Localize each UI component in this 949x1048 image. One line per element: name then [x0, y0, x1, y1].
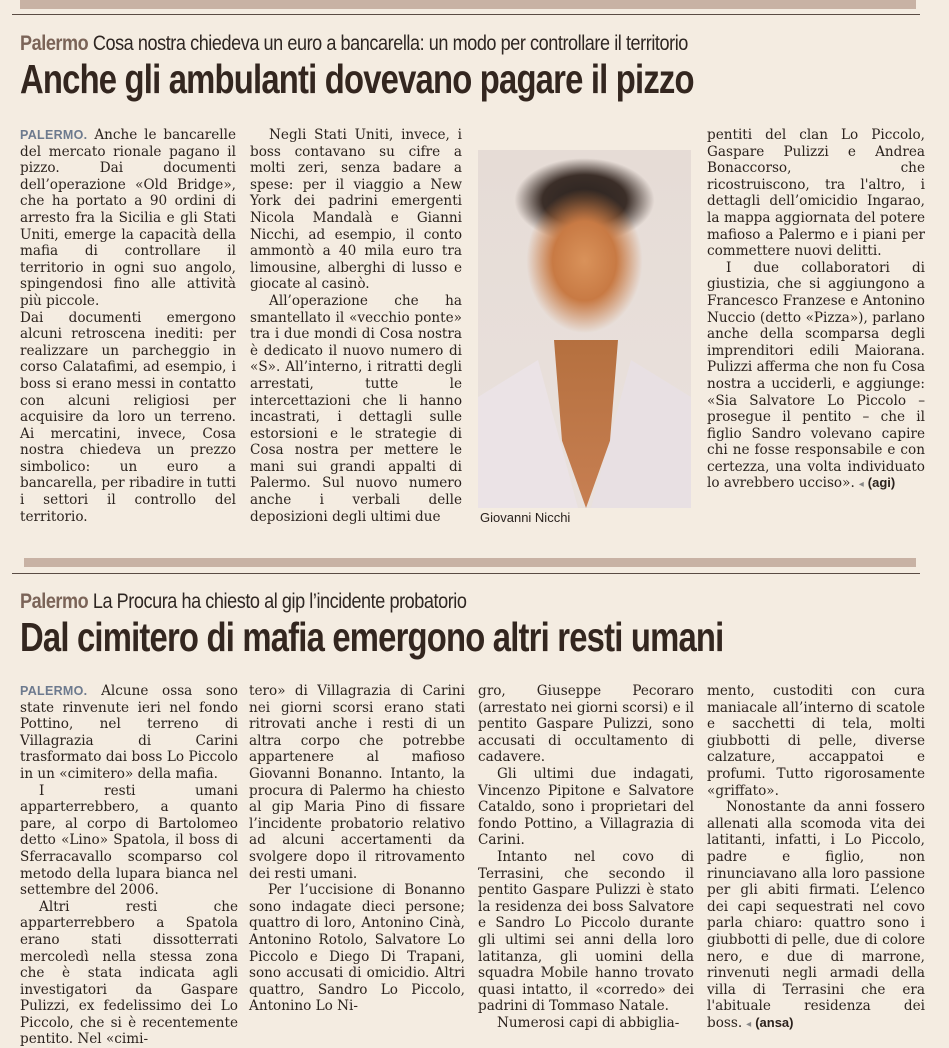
body-column-3 [478, 683, 694, 1031]
body-column-2 [250, 127, 462, 525]
kicker-location: Palermo [20, 32, 89, 55]
paragraph: Altri resti che apparterrebbero a Spatola erano stati dissotterrati mercoledì nella stessa zona che è stata indicata agli investigatori da Gaspare Pulizzi, ex fedelissimo dei Lo Piccolo, che si è recentemente pentito. Nel «cimi- [20, 898, 238, 1048]
news-source: (agi) [867, 475, 896, 491]
photo-caption: Giovanni Nicchi [480, 510, 571, 525]
article-headline: Dal cimitero di mafia emergono altri resti umani [20, 614, 724, 660]
end-triangle-icon: ◂ [746, 1018, 752, 1030]
kicker-text: La Procura ha chiesto al gip l’incidente probatorio [92, 590, 467, 613]
dateline: PALERMO. [20, 684, 88, 698]
paragraph: mento, custoditi con cura maniacale all’interno di scatole e sacchetti di tela, molti giubbotti di pelle, diverse calzature, accappatoi e profumi. Tutto rigorosamente «griffato». [707, 683, 925, 799]
news-source: (ansa) [755, 1014, 794, 1030]
paragraph: All’operazione che ha smantellato il «vecchio ponte» tra i due mondi di Cosa nostra è dedicato il nuovo numero di «S». All’interno, i ritratti degli arrestati, tutte le intercettazioni che li hanno incastrati, i dettagli sulle estorsioni e le strategie di Cosa nostra per mettere le mani sui grandi appalti di Palermo. Sul nuovo numero anche i verbali delle deposizioni degli ultimi due [250, 292, 462, 525]
article-headline: Anche gli ambulanti dovevano pagare il pizzo [20, 56, 694, 102]
top-rule [12, 14, 920, 15]
article-kicker [20, 590, 794, 614]
section-divider-band [24, 558, 916, 567]
kicker-text: Cosa nostra chiedeva un euro a bancarella: un modo per controllare il territorio [92, 32, 688, 55]
body-column-1 [20, 683, 238, 1048]
article-cimitero [20, 590, 920, 660]
paragraph: I due collaboratori di giustizia, che si aggiungono a Francesco Franzese e Antonino Nuccio (detto «Pizza»), parlano anche della scomparsa degli imprenditori edili Maiorana. Pulizzi afferma che non fu Cosa nostra a ucciderli, e aggiunge: «Sia Salvatore Lo Piccolo – prosegue il pentito – che il figlio Sandro volevano capire chi ne fosse responsabile e con certezza, una volta individuato lo avrebbero ucciso». [707, 259, 925, 492]
article-pizzo [20, 32, 920, 102]
paragraph: gro, Giuseppe Pecoraro (arrestato nei giorni scorsi) e il pentito Gaspare Pulizzi, sono accusati di occultamento di cadavere. [478, 683, 694, 766]
paragraph: Intanto nel covo di Terrasini, che secondo il pentito Gaspare Pulizzi è stato la residenza dei boss Salvatore e Sandro Lo Piccolo durante gli ultimi sei anni della loro latitanza, gli uomini della squadra Mobile hanno trovato quasi intatto, il «corredo» dei padrini di Tommaso Natale. [478, 848, 694, 1015]
paragraph: Per l’uccisione di Bonanno sono indagate dieci persone; quattro di loro, Antonino Cinà, Antonino Rotolo, Salvatore Lo Piccolo e Diego Di Trapani, sono accusati di omicidio. Altri quattro, Sandro Lo Piccolo, Antonino Lo Ni- [249, 882, 465, 1015]
paragraph: Numerosi capi di abbiglia- [497, 1014, 680, 1031]
paragraph: pentiti del clan Lo Piccolo, Gaspare Pulizzi e Andrea Bonaccorso, che ricostruiscono, tra l'altro, i dettagli dell’omicidio Ingarao, la mappa aggiornata del potere mafioso a Palermo e i piani per commettere nuovi delitti. [707, 127, 925, 260]
body-column-4 [707, 683, 925, 1033]
paragraph: Dai documenti emergono alcuni retroscena inediti: per realizzare un parcheggio in corso Calatafimi, ad esempio, i boss si erano messi in contatto con alcuni religiosi per acquisire da loro un terreno. Ai mercatini, invece, Cosa nostra chiedeva un prezzo simbolico: un euro a bancarella, per ribadire in tutti i settori il controllo del territorio. [20, 309, 236, 525]
paragraph: tero» di Villagrazia di Carini nei giorni scorsi erano stati ritrovati anche i resti di un altra corpo che potrebbe appartenere al mafioso Giovanni Bonanno. Intanto, la procura di Palermo ha chiesto al gip Maria Pino di fissare l’incidente probatorio relativo ad alcuni accertamenti da svolgere dopo il ritrovamento dei resti umani. [249, 683, 465, 882]
paragraph: Anche le bancarelle del mercato rionale pagano il pizzo. Dai documenti dell’operazione «Old Bridge», che ha portato a 90 ordini di arresto fra la Sicilia e gli Stati Uniti, emerge la capacità della mafia di controllare il territorio in ogni suo angolo, spingendosi fino alle attività più piccole. [20, 127, 236, 309]
paragraph: I resti umani apparterrebbero, a quanto pare, al corpo di Bartolomeo detto «Lino» Spatola, il boss di Sferracavallo scomparso col metodo della lupara bianca nel settembre del 2006. [20, 782, 238, 899]
kicker-location: Palermo [20, 590, 89, 613]
body-column-3 [707, 127, 925, 494]
body-column-2 [249, 683, 465, 1015]
paragraph: Negli Stati Uniti, invece, i boss contavano su cifre a molti zeri, senza badare a spese: per il viaggio a New York dei padrini emergenti Nicola Mandalà e Gianni Nicchi, ad esempio, il conto ammontò a 40 mila euro tra limousine, alberghi di lusso e giocate al casinò. [250, 127, 462, 293]
end-triangle-icon: ◂ [858, 479, 864, 491]
section-rule [12, 573, 920, 574]
paragraph: Nonostante da anni fossero allenati alla scomoda vita dei latitanti, infatti, i Lo Piccolo, padre e figlio, non rinunciavano alla loro passione per gli abiti firmati. L’elenco dei capi sequestrati nel covo parla chiaro: quattro sono i giubbotti di pelle, due di colore nero, e due di marrone, rinvenuti negli armadi della villa di Terrasini che era l'abituale residenza dei boss. [707, 799, 925, 1031]
body-column-1 [20, 127, 236, 525]
dateline: PALERMO. [20, 128, 88, 142]
top-decorative-band [20, 0, 916, 9]
paragraph: Alcune ossa sono state rinvenute ieri nel fondo Pottino, nel terreno di Villagrazia di Carini trasformato dai boss Lo Piccolo in un «cimitero» della mafia. [20, 683, 238, 782]
article-kicker [20, 32, 794, 56]
paragraph: Gli ultimi due indagati, Vincenzo Pipitone e Salvatore Cataldo, sono i proprietari del fondo Pottino, a Villagrazia di Carini. [478, 765, 694, 849]
portrait-photo [478, 150, 691, 508]
